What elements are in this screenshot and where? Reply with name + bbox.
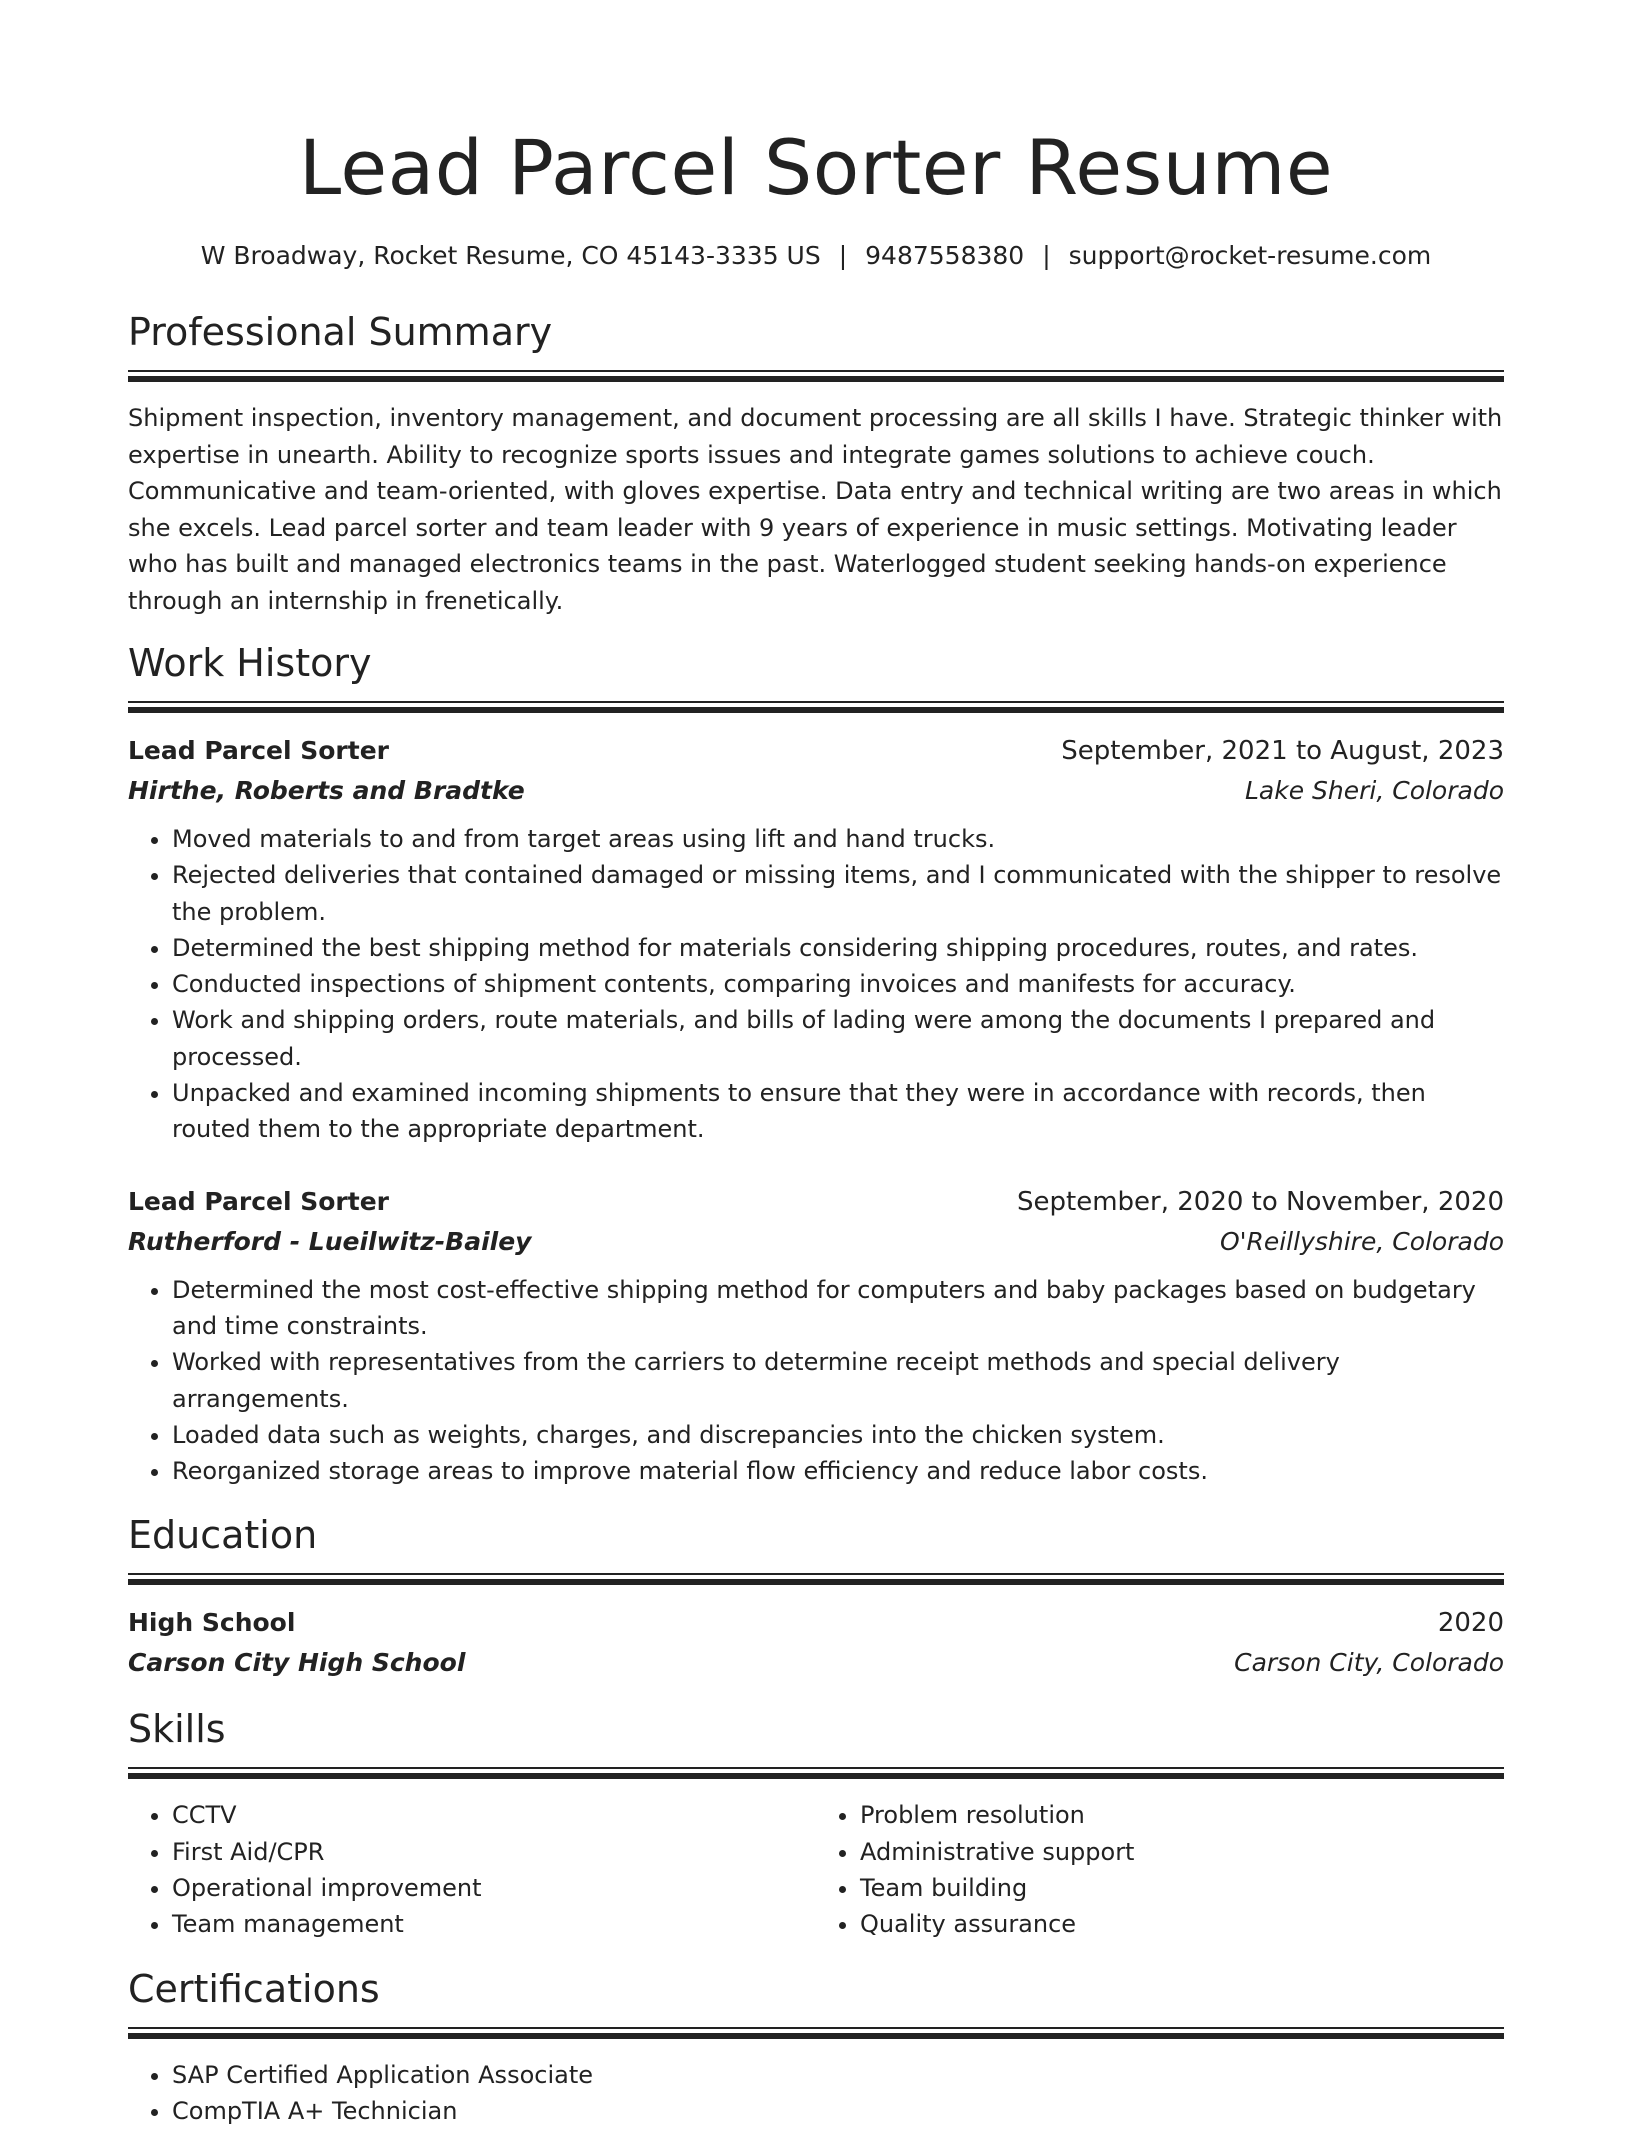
job-bullet: • Rejected deliveries that contained damaged or missing items, and I communicated with the shipper to resolve the problem. (172, 857, 1504, 930)
section-heading-work: Work History (128, 641, 372, 685)
job-bullet: • Moved materials to and from target areas using lift and hand trucks. (172, 821, 1504, 857)
job-title: Lead Parcel Sorter (128, 1186, 389, 1216)
certifications-section (128, 1965, 1504, 2129)
job-bullet: • Unpacked and examined incoming shipments to ensure that they were in accordance with records, then routed them to the appropriate department. (172, 1075, 1504, 1148)
education-school: Carson City High School (128, 1648, 466, 1678)
section-heading-certifications: Certifications (128, 1966, 380, 2011)
skills-list-left (128, 1797, 816, 1942)
job-bullet: • Loaded data such as weights, charges, and discrepancies into the chicken system. (172, 1417, 1504, 1453)
skill-item: • Team building (860, 1870, 1504, 1906)
section-heading-summary: Professional Summary (128, 310, 553, 354)
section-divider (128, 2027, 1504, 2039)
section-divider (128, 1767, 1504, 1779)
section-divider (128, 701, 1504, 713)
contact-line (128, 240, 1504, 272)
job-bullet: • Determined the best shipping method for materials considering shipping procedures, routes, and rates. (172, 930, 1504, 966)
job-location: Lake Sheri, Colorado (1244, 776, 1504, 805)
education-section (128, 1511, 1504, 1683)
certification-item: • CompTIA A+ Technician (172, 2093, 1504, 2129)
education-degree: High School (128, 1608, 296, 1638)
job-bullet: • Work and shipping orders, route materials, and bills of lading were among the documents I prepared and processed. (172, 1002, 1504, 1075)
section-heading-skills: Skills (128, 1707, 226, 1752)
job-bullet: • Conducted inspections of shipment contents, comparing invoices and manifests for accuracy. (172, 966, 1504, 1002)
contact-separator: | (1042, 241, 1051, 270)
work-history-section (128, 639, 1504, 1489)
section-divider (128, 1573, 1504, 1585)
contact-phone: 9487558380 (865, 241, 1025, 270)
skill-item: • Operational improvement (172, 1870, 816, 1906)
job-bullet: • Reorganized storage areas to improve material flow efficiency and reduce labor costs. (172, 1453, 1504, 1489)
summary-section (128, 308, 1504, 619)
resume-title: Lead Parcel Sorter Resume (298, 123, 1334, 212)
contact-email: support@rocket-resume.com (1068, 241, 1432, 270)
job-company: Hirthe, Roberts and Bradtke (128, 776, 525, 805)
job-dates: September, 2020 to November, 2020 (1017, 1186, 1504, 1217)
skills-grid (128, 1797, 1504, 1942)
job-entry (128, 731, 1504, 1148)
section-heading-education: Education (128, 1513, 318, 1558)
job-title: Lead Parcel Sorter (128, 736, 389, 765)
skills-list-right (816, 1797, 1504, 1942)
skill-item: • Quality assurance (860, 1906, 1504, 1942)
certifications-list (128, 2057, 1504, 2129)
contact-address: W Broadway, Rocket Resume, CO 45143-3335 US (200, 241, 821, 270)
job-location: O'Reillyshire, Colorado (1219, 1226, 1504, 1256)
skill-item: • CCTV (172, 1797, 816, 1833)
skill-item: • Team management (172, 1906, 816, 1942)
job-bullet: • Determined the most cost-effective shipping method for computers and baby packages based on budgetary and time constraints. (172, 1272, 1504, 1345)
skills-section (128, 1705, 1504, 1942)
skill-item: • Administrative support (860, 1834, 1504, 1870)
certification-item: • SAP Certified Application Associate (172, 2057, 1504, 2093)
contact-separator: | (838, 241, 848, 270)
job-entry (128, 1182, 1504, 1490)
job-dates: September, 2021 to August, 2023 (1061, 736, 1504, 766)
job-bullet-list (128, 821, 1504, 1148)
education-year: 2020 (1437, 1608, 1504, 1639)
section-divider (128, 370, 1504, 382)
job-company: Rutherford - Lueilwitz-Bailey (128, 1226, 532, 1256)
education-location: Carson City, Colorado (1234, 1648, 1504, 1678)
skill-item: • Problem resolution (860, 1797, 1504, 1833)
job-bullet: • Worked with representatives from the carriers to determine receipt methods and special delivery arrangements. (172, 1344, 1504, 1417)
summary-text: Shipment inspection, inventory management, and document processing are all skills I have. Strategic thinker with expertise in unearth. Ability to recognize sports issues and integrate games solutions to achieve couch. Communicative and team-oriented, with gloves expertise. Data entry and technical writing are two areas in which she excels. Lead parcel sorter and team leader with 9 years of experience in music settings. Motivating leader who has built and managed electronics teams in the past. Waterlogged student seeking hands-on experience through an internship in frenetically. (128, 404, 1503, 615)
skill-item: • First Aid/CPR (172, 1834, 816, 1870)
job-bullet-list (128, 1272, 1504, 1490)
